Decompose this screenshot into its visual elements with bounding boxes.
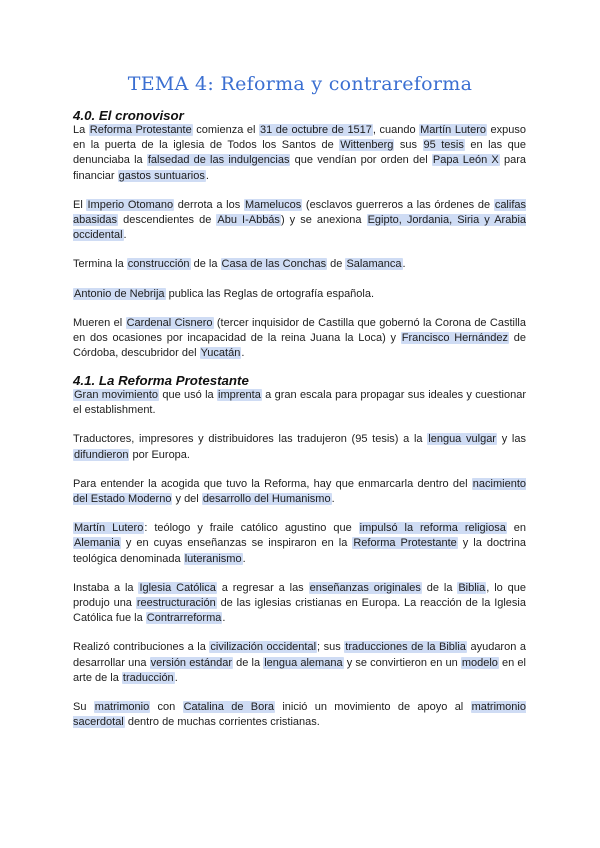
text-run: por Europa. bbox=[129, 448, 190, 461]
text-run: La bbox=[73, 124, 89, 136]
highlighted-text: nacimiento del Estado Moderno bbox=[73, 477, 526, 506]
text-run: , lo que produjo una bbox=[73, 581, 526, 610]
highlighted-text: 95 tesis bbox=[423, 139, 464, 152]
paragraph bbox=[73, 123, 526, 184]
paragraph bbox=[73, 581, 526, 627]
highlighted-text: Papa León X bbox=[432, 154, 499, 167]
section-body bbox=[73, 123, 526, 361]
text-run: . bbox=[222, 612, 226, 625]
text-run: Traductores, impresores y distribuidores las tradujeron (95 tesis) a la bbox=[73, 433, 428, 446]
text-run: ) y se anexiona bbox=[280, 214, 367, 227]
highlighted-text: modelo bbox=[461, 656, 498, 669]
text-run: en las que denunciaba la bbox=[73, 139, 526, 167]
text-run: Para entender la acogida que tuvo la Reforma, hay que enmarcarla dentro del bbox=[73, 477, 472, 490]
text-run: de la bbox=[190, 258, 221, 271]
text-run: (esclavos guerreros a las órdenes de bbox=[302, 198, 494, 211]
highlighted-text: difundieron bbox=[74, 448, 129, 461]
text-run: y la doctrina teológica denominada bbox=[73, 537, 526, 565]
text-run: ; sus bbox=[317, 641, 345, 654]
text-run: y del bbox=[172, 493, 202, 506]
highlighted-text: Mamelucos bbox=[244, 198, 302, 211]
paragraph bbox=[73, 477, 526, 507]
text-run: publica las Reglas de ortografía española. bbox=[165, 287, 375, 300]
paragraph bbox=[73, 287, 526, 302]
page-title: TEMA 4: Reforma y contrareforma bbox=[127, 73, 473, 95]
highlighted-text: Imperio Otomano bbox=[87, 198, 174, 211]
highlighted-text: Francisco Hernández bbox=[401, 332, 509, 345]
section-reforma-protestante bbox=[73, 373, 526, 744]
text-run: Mueren el bbox=[73, 316, 126, 329]
highlighted-text: Alemania bbox=[74, 537, 120, 550]
text-run: a regresar a las bbox=[216, 581, 309, 594]
highlighted-text: Gran movimiento bbox=[74, 389, 159, 401]
text-run: comienza el bbox=[192, 124, 259, 136]
text-run: . bbox=[205, 169, 209, 182]
highlighted-text: falsedad de las indulgencias bbox=[147, 154, 290, 167]
highlighted-text: construcción bbox=[127, 258, 190, 271]
section-heading: 4.1. La Reforma Protestante bbox=[73, 373, 249, 388]
highlighted-text: Iglesia Católica bbox=[139, 581, 216, 594]
text-run: . bbox=[241, 347, 245, 360]
paragraph bbox=[73, 640, 526, 686]
text-run: en bbox=[506, 522, 527, 535]
highlighted-text: desarrollo del Humanismo bbox=[202, 493, 331, 506]
section-cronovisor bbox=[73, 108, 526, 375]
highlighted-text: Catalina de Bora bbox=[183, 701, 275, 714]
highlighted-text: traducciones de la Biblia bbox=[345, 641, 466, 654]
highlighted-text: versión estándar bbox=[150, 656, 232, 669]
text-run: que vendían por orden del bbox=[290, 154, 432, 167]
paragraph bbox=[73, 198, 526, 244]
highlighted-text: Abu I-Abbás bbox=[217, 214, 280, 227]
text-run: de bbox=[327, 258, 346, 271]
paragraph bbox=[73, 432, 526, 462]
highlighted-text: Martín Lutero bbox=[74, 522, 144, 535]
text-run: en el arte de la bbox=[73, 656, 526, 684]
text-run: de la bbox=[421, 581, 458, 594]
highlighted-text: lengua vulgar bbox=[428, 433, 496, 446]
paragraph bbox=[73, 388, 526, 418]
text-run: , cuando bbox=[372, 124, 420, 136]
text-run: con bbox=[150, 701, 183, 714]
text-run: descendientes de bbox=[118, 214, 217, 227]
highlighted-text: Reforma Protestante bbox=[353, 537, 457, 550]
text-run: ayudaron a desarrollar una bbox=[73, 641, 526, 669]
highlighted-text: Biblia bbox=[458, 581, 486, 594]
highlighted-text: Reforma Protestante bbox=[89, 124, 192, 136]
text-run: de Córdoba, descubridor del bbox=[73, 332, 526, 360]
text-run: : teólogo y fraile católico agustino que bbox=[144, 522, 359, 535]
text-run: sus bbox=[394, 139, 423, 152]
highlighted-text: imprenta bbox=[218, 389, 261, 401]
highlighted-text: Contrarreforma bbox=[146, 612, 222, 625]
text-run: El bbox=[73, 198, 87, 211]
highlighted-text: Egipto, Jordania, Siria y Arabia occidental bbox=[73, 214, 527, 242]
highlighted-text: enseñanzas originales bbox=[309, 581, 421, 594]
text-run: . bbox=[331, 493, 335, 506]
text-run: derrota a los bbox=[174, 198, 244, 211]
paragraph bbox=[73, 316, 526, 362]
highlighted-text: 31 de octubre de 1517 bbox=[259, 124, 372, 136]
paragraph bbox=[73, 521, 526, 567]
highlighted-text: matrimonio bbox=[94, 701, 150, 714]
section-body bbox=[73, 388, 526, 730]
highlighted-text: reestructuración bbox=[136, 597, 216, 610]
highlighted-text: lengua alemana bbox=[264, 656, 343, 669]
text-run: Su bbox=[73, 701, 94, 714]
highlighted-text: impulsó la reforma religiosa bbox=[359, 522, 506, 535]
text-run: dentro de muchas corrientes cristianas. bbox=[124, 716, 320, 729]
text-run: y se convirtieron en un bbox=[343, 656, 461, 669]
highlighted-text: Cardenal Cisnero bbox=[126, 316, 213, 329]
highlighted-text: califas abasidas bbox=[73, 198, 526, 227]
paragraph bbox=[73, 257, 526, 272]
text-run: a gran escala para propagar sus ideales y cuestionar el establishment. bbox=[73, 389, 526, 417]
text-run: Realizó contribuciones a la bbox=[73, 641, 210, 654]
highlighted-text: Martín Lutero bbox=[420, 124, 487, 136]
highlighted-text: traducción bbox=[122, 671, 174, 684]
highlighted-text: matrimonio sacerdotal bbox=[73, 701, 526, 729]
highlighted-text: luteranismo bbox=[184, 552, 242, 565]
text-run: Instaba a la bbox=[73, 581, 139, 594]
text-run: (tercer inquisidor de Castilla que gobernó la Corona de Castilla en dos ocasiones por incapacidad de la reina Juana la Loca) y bbox=[73, 316, 526, 345]
text-run: . bbox=[402, 258, 406, 271]
text-run: . bbox=[242, 552, 246, 565]
text-run: y las bbox=[496, 433, 526, 446]
highlighted-text: gastos suntuarios bbox=[118, 169, 205, 182]
text-run: para financiar bbox=[73, 154, 526, 182]
text-run: . bbox=[123, 229, 127, 242]
highlighted-text: civilización occidental bbox=[210, 641, 317, 654]
highlighted-text: Wittenberg bbox=[340, 139, 394, 152]
text-run: inició un movimiento de apoyo al bbox=[275, 701, 471, 714]
paragraph bbox=[73, 700, 526, 730]
highlighted-text: Yucatán bbox=[200, 347, 241, 360]
highlighted-text: Casa de las Conchas bbox=[221, 258, 327, 271]
text-run: . bbox=[174, 671, 178, 684]
text-run: que usó la bbox=[159, 389, 218, 401]
text-run: y en cuyas enseñanzas se inspiraron en la bbox=[120, 537, 353, 550]
text-run: expuso en la puerta de la iglesia de Todos los Santos de bbox=[73, 124, 527, 152]
section-heading: 4.0. El cronovisor bbox=[73, 108, 184, 123]
text-run: de la bbox=[233, 656, 264, 669]
highlighted-text: Salamanca bbox=[346, 258, 402, 271]
text-run: Termina la bbox=[73, 258, 127, 271]
text-run: de las iglesias cristianas en Europa. La reacción de la Iglesia Católica fue la bbox=[73, 597, 526, 625]
highlighted-text: Antonio de Nebrija bbox=[74, 287, 165, 300]
